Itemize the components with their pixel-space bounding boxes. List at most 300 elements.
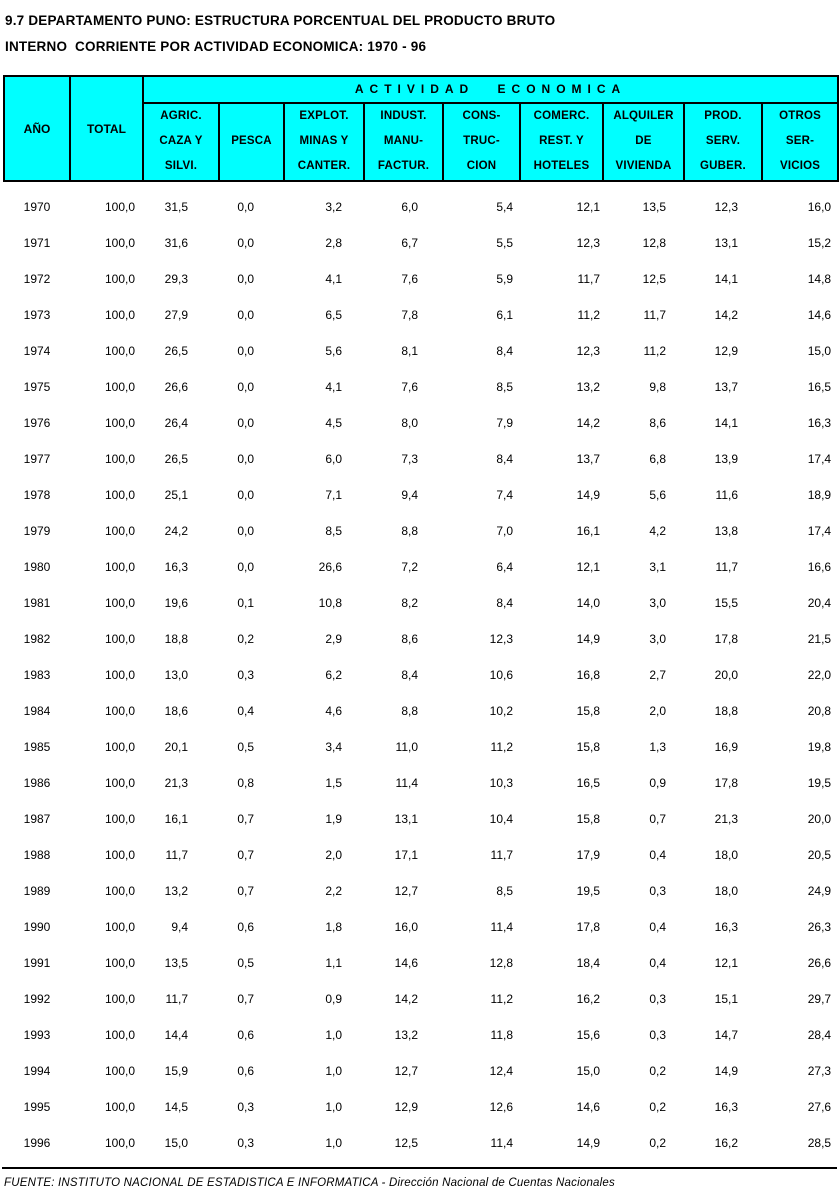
year-cell: 1977 (23, 452, 51, 466)
value-cell: 27,3 (807, 1064, 832, 1078)
value-cell: 8,0 (401, 416, 418, 430)
year-cell: 1982 (23, 632, 51, 646)
value-cell: 15,8 (576, 812, 600, 826)
value-cell: 19,8 (807, 740, 832, 754)
value-cell: 10,6 (489, 668, 513, 682)
value-cell: 7,6 (401, 272, 418, 286)
value-cell: 100,0 (104, 668, 135, 682)
page-title (0, 0, 839, 60)
value-cell: 6,7 (401, 236, 418, 250)
col-header-comercio: COMERC. REST. Y HOTELES (520, 103, 603, 182)
title-line-2: INTERNO CORRIENTE POR ACTIVIDAD ECONOMICA: 1970 - 96 (5, 39, 427, 54)
table-row (4, 549, 838, 585)
value-cell: 26,6 (807, 956, 832, 970)
value-cell: 16,5 (576, 776, 600, 790)
table-row (4, 621, 838, 657)
year-cell: 1989 (23, 884, 51, 898)
value-cell: 0,0 (237, 272, 254, 286)
col-header-agric: AGRIC. CAZA Y SILVI. (143, 103, 219, 182)
value-cell: 3,0 (649, 632, 666, 646)
value-cell: 11,2 (490, 992, 513, 1006)
value-cell: 12,3 (714, 200, 738, 214)
value-cell: 13,7 (714, 380, 738, 394)
value-cell: 17,1 (394, 848, 418, 862)
value-cell: 7,1 (325, 488, 342, 502)
value-cell: 12,3 (576, 344, 600, 358)
value-cell: 15,2 (807, 236, 832, 250)
value-cell: 13,5 (164, 956, 188, 970)
value-cell: 1,0 (325, 1028, 342, 1042)
value-cell: 11,7 (715, 560, 738, 574)
value-cell: 4,5 (325, 416, 342, 430)
table-body (4, 181, 838, 1161)
year-cell: 1992 (23, 992, 51, 1006)
year-cell: 1985 (23, 740, 51, 754)
table-row (4, 765, 838, 801)
value-cell: 28,5 (807, 1136, 832, 1150)
year-cell: 1996 (23, 1136, 51, 1150)
value-cell: 6,5 (325, 308, 342, 322)
value-cell: 0,7 (237, 992, 254, 1006)
value-cell: 100,0 (104, 1028, 135, 1042)
value-cell: 100,0 (104, 776, 135, 790)
value-cell: 13,9 (714, 452, 738, 466)
value-cell: 16,2 (576, 992, 600, 1006)
value-cell: 26,4 (164, 416, 188, 430)
value-cell: 0,3 (237, 668, 254, 682)
value-cell: 8,8 (401, 704, 418, 718)
value-cell: 7,3 (401, 452, 418, 466)
value-cell: 0,0 (237, 344, 254, 358)
value-cell: 14,2 (576, 416, 600, 430)
value-cell: 26,5 (164, 452, 188, 466)
col-header-construccion: CONS- TRUC- CION (443, 103, 520, 182)
value-cell: 16,1 (164, 812, 188, 826)
value-cell: 14,7 (714, 1028, 738, 1042)
value-cell: 11,8 (490, 1028, 513, 1042)
value-cell: 26,6 (318, 560, 342, 574)
value-cell: 100,0 (104, 956, 135, 970)
value-cell: 0,2 (649, 1064, 666, 1078)
value-cell: 27,9 (164, 308, 188, 322)
value-cell: 20,0 (807, 812, 832, 826)
value-cell: 18,0 (714, 848, 738, 862)
value-cell: 16,2 (714, 1136, 738, 1150)
value-cell: 11,2 (490, 740, 513, 754)
value-cell: 0,0 (237, 200, 254, 214)
value-cell: 4,1 (325, 272, 342, 286)
value-cell: 0,4 (237, 704, 254, 718)
value-cell: 14,9 (576, 488, 600, 502)
value-cell: 15,8 (576, 740, 600, 754)
table-row (4, 1053, 838, 1089)
footer-divider (2, 1167, 837, 1169)
value-cell: 11,0 (395, 740, 418, 754)
value-cell: 3,1 (649, 560, 666, 574)
table-row (4, 225, 838, 261)
value-cell: 20,4 (807, 596, 832, 610)
year-cell: 1995 (23, 1100, 51, 1114)
value-cell: 100,0 (104, 1136, 135, 1150)
value-cell: 16,1 (576, 524, 600, 538)
year-cell: 1986 (23, 776, 51, 790)
value-cell: 100,0 (104, 740, 135, 754)
value-cell: 9,4 (171, 920, 188, 934)
year-cell: 1987 (23, 812, 51, 826)
value-cell: 17,8 (714, 776, 738, 790)
value-cell: 12,9 (714, 344, 738, 358)
value-cell: 12,7 (394, 884, 418, 898)
value-cell: 12,1 (576, 560, 600, 574)
value-cell: 20,5 (807, 848, 832, 862)
value-cell: 4,1 (325, 380, 342, 394)
value-cell: 24,9 (807, 884, 832, 898)
value-cell: 100,0 (104, 632, 135, 646)
value-cell: 11,2 (643, 344, 666, 358)
value-cell: 0,0 (237, 380, 254, 394)
value-cell: 100,0 (104, 272, 135, 286)
value-cell: 7,8 (401, 308, 418, 322)
value-cell: 100,0 (104, 992, 135, 1006)
value-cell: 17,8 (714, 632, 738, 646)
value-cell: 14,9 (576, 632, 600, 646)
col-header-explot: EXPLOT. MINAS Y CANTER. (284, 103, 364, 182)
value-cell: 12,3 (489, 632, 513, 646)
value-cell: 26,5 (164, 344, 188, 358)
value-cell: 10,3 (489, 776, 513, 790)
table-header (4, 76, 838, 181)
value-cell: 16,3 (807, 416, 832, 430)
value-cell: 13,2 (164, 884, 188, 898)
value-cell: 8,6 (649, 416, 666, 430)
value-cell: 2,9 (325, 632, 342, 646)
table-row (4, 441, 838, 477)
value-cell: 0,2 (649, 1100, 666, 1114)
value-cell: 6,2 (325, 668, 342, 682)
year-cell: 1984 (23, 704, 51, 718)
value-cell: 20,8 (807, 704, 832, 718)
value-cell: 2,2 (325, 884, 342, 898)
value-cell: 17,9 (576, 848, 600, 862)
source-note: FUENTE: INSTITUTO NACIONAL DE ESTADISTICA E INFORMATICA - Dirección Nacional de Cuentas Nacionales (4, 1177, 615, 1189)
value-cell: 17,4 (807, 452, 832, 466)
value-cell: 8,4 (496, 452, 513, 466)
value-cell: 15,9 (164, 1064, 188, 1078)
value-cell: 0,2 (237, 632, 254, 646)
value-cell: 100,0 (104, 560, 135, 574)
value-cell: 0,0 (237, 236, 254, 250)
value-cell: 100,0 (104, 488, 135, 502)
value-cell: 12,1 (576, 200, 600, 214)
value-cell: 18,8 (714, 704, 738, 718)
value-cell: 14,1 (714, 416, 738, 430)
value-cell: 13,0 (164, 668, 188, 682)
value-cell: 0,0 (237, 560, 254, 574)
year-cell: 1990 (23, 920, 51, 934)
value-cell: 16,0 (394, 920, 418, 934)
value-cell: 15,0 (164, 1136, 188, 1150)
value-cell: 0,6 (237, 920, 254, 934)
value-cell: 7,9 (496, 416, 513, 430)
value-cell: 14,0 (576, 596, 600, 610)
col-header-alquiler: ALQUILER DE VIVIENDA (603, 103, 684, 182)
table-row (4, 585, 838, 621)
value-cell: 15,0 (807, 344, 832, 358)
value-cell: 15,5 (714, 596, 738, 610)
value-cell: 11,2 (577, 308, 600, 322)
table-row (4, 657, 838, 693)
value-cell: 4,2 (649, 524, 666, 538)
value-cell: 1,9 (325, 812, 342, 826)
value-cell: 18,4 (576, 956, 600, 970)
year-cell: 1979 (23, 524, 51, 538)
value-cell: 26,6 (164, 380, 188, 394)
value-cell: 29,3 (164, 272, 188, 286)
table-row (4, 189, 838, 225)
value-cell: 0,5 (237, 740, 254, 754)
value-cell: 100,0 (104, 524, 135, 538)
value-cell: 11,4 (490, 1136, 513, 1150)
value-cell: 8,6 (401, 632, 418, 646)
value-cell: 0,0 (237, 308, 254, 322)
value-cell: 31,6 (164, 236, 188, 250)
value-cell: 14,6 (807, 308, 832, 322)
value-cell: 17,4 (807, 524, 832, 538)
value-cell: 100,0 (104, 848, 135, 862)
value-cell: 100,0 (104, 1064, 135, 1078)
value-cell: 6,4 (496, 560, 513, 574)
value-cell: 15,8 (576, 704, 600, 718)
year-cell: 1970 (23, 200, 51, 214)
value-cell: 1,0 (325, 1136, 342, 1150)
table-row (4, 333, 838, 369)
value-cell: 1,0 (325, 1064, 342, 1078)
value-cell: 16,3 (164, 560, 188, 574)
value-cell: 21,5 (807, 632, 832, 646)
value-cell: 10,8 (318, 596, 342, 610)
value-cell: 20,1 (164, 740, 188, 754)
value-cell: 7,4 (496, 488, 513, 502)
value-cell: 4,6 (325, 704, 342, 718)
year-cell: 1980 (23, 560, 51, 574)
value-cell: 7,6 (401, 380, 418, 394)
value-cell: 14,2 (394, 992, 418, 1006)
col-header-otros-servicios: OTROS SER- VICIOS (762, 103, 838, 182)
value-cell: 16,5 (807, 380, 832, 394)
year-cell: 1972 (23, 272, 51, 286)
value-cell: 3,2 (325, 200, 342, 214)
value-cell: 100,0 (104, 236, 135, 250)
value-cell: 0,4 (649, 920, 666, 934)
value-cell: 100,0 (104, 812, 135, 826)
value-cell: 9,8 (649, 380, 666, 394)
gdp-structure-table (3, 75, 839, 1161)
table-row (4, 1125, 838, 1161)
table-row (4, 1017, 838, 1053)
value-cell: 21,3 (714, 812, 738, 826)
year-cell: 1974 (23, 344, 51, 358)
value-cell: 0,0 (237, 452, 254, 466)
value-cell: 0,0 (237, 488, 254, 502)
value-cell: 13,8 (714, 524, 738, 538)
value-cell: 14,1 (714, 272, 738, 286)
value-cell: 2,0 (325, 848, 342, 862)
value-cell: 0,0 (237, 524, 254, 538)
value-cell: 0,4 (649, 956, 666, 970)
value-cell: 5,9 (496, 272, 513, 286)
value-cell: 19,5 (576, 884, 600, 898)
year-cell: 1981 (23, 596, 51, 610)
value-cell: 11,4 (490, 920, 513, 934)
value-cell: 10,4 (489, 812, 513, 826)
value-cell: 0,3 (237, 1136, 254, 1150)
value-cell: 7,0 (496, 524, 513, 538)
activity-group-header: ACTIVIDAD ECONOMICA (143, 76, 838, 103)
value-cell: 14,6 (394, 956, 418, 970)
value-cell: 1,5 (325, 776, 342, 790)
value-cell: 29,7 (807, 992, 832, 1006)
value-cell: 16,3 (714, 1100, 738, 1114)
value-cell: 14,5 (164, 1100, 188, 1114)
value-cell: 0,5 (237, 956, 254, 970)
value-cell: 6,0 (325, 452, 342, 466)
table-row (4, 801, 838, 837)
value-cell: 0,6 (237, 1028, 254, 1042)
value-cell: 14,8 (807, 272, 832, 286)
value-cell: 1,8 (325, 920, 342, 934)
value-cell: 11,7 (165, 848, 188, 862)
value-cell: 0,2 (649, 1136, 666, 1150)
col-header-prod-serv-guber: PROD. SERV. GUBER. (684, 103, 762, 182)
year-cell: 1988 (23, 848, 51, 862)
value-cell: 0,7 (237, 848, 254, 862)
value-cell: 6,8 (649, 452, 666, 466)
value-cell: 26,3 (807, 920, 832, 934)
value-cell: 10,2 (489, 704, 513, 718)
value-cell: 2,8 (325, 236, 342, 250)
value-cell: 14,4 (164, 1028, 188, 1042)
value-cell: 100,0 (104, 920, 135, 934)
table-row (4, 981, 838, 1017)
value-cell: 15,1 (714, 992, 738, 1006)
year-cell: 1971 (23, 236, 51, 250)
table-row (4, 297, 838, 333)
table-row (4, 873, 838, 909)
table-row (4, 369, 838, 405)
value-cell: 0,9 (325, 992, 342, 1006)
value-cell: 0,6 (237, 1064, 254, 1078)
value-cell: 31,5 (164, 200, 188, 214)
value-cell: 5,6 (649, 488, 666, 502)
value-cell: 0,8 (237, 776, 254, 790)
value-cell: 1,1 (325, 956, 342, 970)
value-cell: 12,3 (576, 236, 600, 250)
value-cell: 100,0 (104, 1100, 135, 1114)
value-cell: 15,0 (576, 1064, 600, 1078)
col-header-indust: INDUST. MANU- FACTUR. (364, 103, 443, 182)
value-cell: 100,0 (104, 704, 135, 718)
header-row-group (4, 76, 838, 103)
value-cell: 19,5 (807, 776, 832, 790)
value-cell: 16,0 (807, 200, 832, 214)
table-row (4, 945, 838, 981)
value-cell: 0,4 (649, 848, 666, 862)
total-column-header: TOTAL (70, 76, 143, 181)
year-cell: 1991 (23, 956, 51, 970)
value-cell: 0,7 (237, 884, 254, 898)
col-header-pesca: PESCA (219, 103, 284, 182)
value-cell: 18,8 (164, 632, 188, 646)
value-cell: 13,2 (576, 380, 600, 394)
value-cell: 7,2 (401, 560, 418, 574)
value-cell: 11,7 (490, 848, 513, 862)
value-cell: 11,6 (715, 488, 738, 502)
table-row (4, 405, 838, 441)
value-cell: 8,5 (496, 884, 513, 898)
value-cell: 16,3 (714, 920, 738, 934)
value-cell: 0,3 (649, 992, 666, 1006)
value-cell: 16,6 (807, 560, 832, 574)
year-cell: 1975 (23, 380, 51, 394)
value-cell: 17,8 (576, 920, 600, 934)
value-cell: 15,6 (576, 1028, 600, 1042)
table-row (4, 729, 838, 765)
value-cell: 22,0 (807, 668, 832, 682)
value-cell: 16,8 (576, 668, 600, 682)
year-cell: 1973 (23, 308, 51, 322)
value-cell: 12,9 (394, 1100, 418, 1114)
table-row (4, 513, 838, 549)
value-cell: 6,1 (496, 308, 513, 322)
value-cell: 100,0 (104, 452, 135, 466)
table-row (4, 837, 838, 873)
value-cell: 24,2 (164, 524, 188, 538)
value-cell: 11,7 (643, 308, 666, 322)
value-cell: 100,0 (104, 344, 135, 358)
value-cell: 13,2 (394, 1028, 418, 1042)
value-cell: 11,7 (165, 992, 188, 1006)
value-cell: 8,4 (401, 668, 418, 682)
year-cell: 1994 (23, 1064, 51, 1078)
value-cell: 5,4 (496, 200, 513, 214)
year-cell: 1976 (23, 416, 51, 430)
value-cell: 5,6 (325, 344, 342, 358)
value-cell: 13,5 (642, 200, 666, 214)
value-cell: 19,6 (164, 596, 188, 610)
value-cell: 0,3 (649, 884, 666, 898)
year-cell: 1993 (23, 1028, 51, 1042)
value-cell: 0,1 (237, 596, 254, 610)
value-cell: 11,4 (395, 776, 418, 790)
value-cell: 12,5 (642, 272, 666, 286)
value-cell: 14,9 (714, 1064, 738, 1078)
table-row (4, 261, 838, 297)
value-cell: 12,5 (394, 1136, 418, 1150)
value-cell: 0,0 (237, 416, 254, 430)
value-cell: 2,7 (649, 668, 666, 682)
value-cell: 27,6 (807, 1100, 832, 1114)
value-cell: 9,4 (401, 488, 418, 502)
value-cell: 21,3 (164, 776, 188, 790)
value-cell: 0,7 (649, 812, 666, 826)
value-cell: 18,0 (714, 884, 738, 898)
table-row (4, 1089, 838, 1125)
value-cell: 100,0 (104, 884, 135, 898)
value-cell: 28,4 (807, 1028, 832, 1042)
year-cell: 1983 (23, 668, 51, 682)
value-cell: 13,1 (714, 236, 738, 250)
value-cell: 2,0 (649, 704, 666, 718)
